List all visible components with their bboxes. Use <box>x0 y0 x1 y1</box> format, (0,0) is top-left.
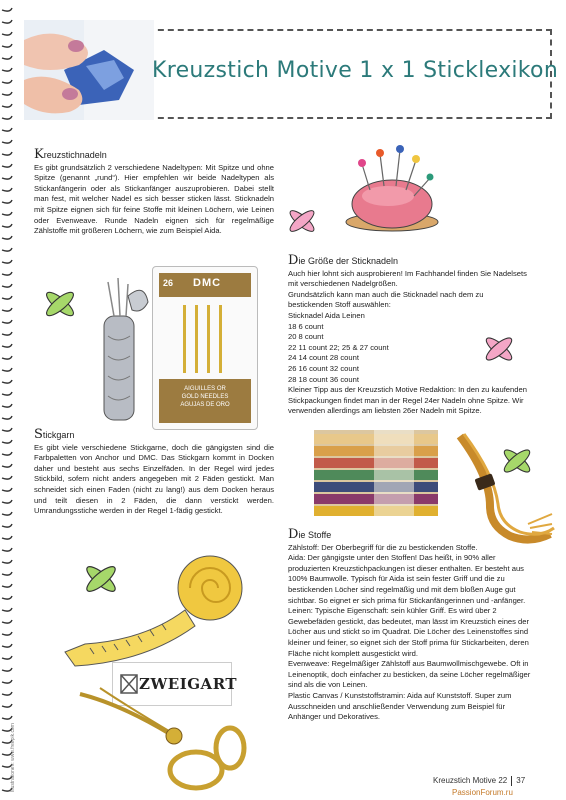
section-initial: D <box>288 253 299 268</box>
yarn-skein-illustration <box>448 428 556 544</box>
fabric-paragraph: Plastic Canvas / Kunststoffstramin: Aida auf Kunststoff. Super zum Ausschneiden und anschließender Verwendung zum Beispiel für Anhänger und Dekoratives. <box>288 690 512 722</box>
page-number: 37 <box>516 776 526 786</box>
section-stickgarn <box>34 427 274 517</box>
page-footer <box>433 776 525 786</box>
needle-size-row: 20 8 count <box>288 332 324 342</box>
section-intro-2: Grundsätzlich kann man auch die Sticknadel nach dem zu bestickenden Stoff auswählen: <box>288 289 484 310</box>
section-die-stoffe <box>288 527 536 723</box>
section-initial: K <box>34 147 44 162</box>
dmc-label: AIGUILLES OR GOLD NEEDLES AGUJAS DE ORO <box>159 379 251 423</box>
tape-measure-illustration <box>50 548 250 678</box>
dmc-needle-package <box>152 266 258 430</box>
page-title: Kreuzstich Motive 1 x 1 Sticklexikon <box>152 58 559 83</box>
section-groesse-sticknadeln <box>288 253 530 417</box>
section-heading: reuzstichnadeln <box>43 150 107 160</box>
green-cross-icon <box>40 286 80 322</box>
thread-skeins-photo <box>314 430 438 516</box>
needle-size-row: 26 16 count 32 count <box>288 363 359 373</box>
needle-size-row: 18 6 count <box>288 321 324 331</box>
fabric-paragraph: Leinen: Typische Eigenschaft: sein kühler Griff. Es wird über 2 Gewebefäden gestickt, das bedeutet, man lässt im Kreuzstich eines der Löcher aus und stickt so im Quadrat. Die Löcher des Leinenstoffes sind kleiner und feiner, so eignet sich der Stoff prima für Stickarbeiten, deren Fläche nicht komplett ausgestickt wird. <box>288 606 530 658</box>
section-heading: ie Größe der Sticknadeln <box>298 256 398 266</box>
dmc-size: 26 <box>163 278 174 288</box>
needle-size-row: Sticknadel Aida Leinen <box>288 310 365 320</box>
section-tip: Kleiner Tipp aus der Kreuzstich Motive Redaktion: In den zu kaufenden Stickpackungen findet man in der Regel 24er Nadeln ohne Spitze. Wir verwenden allerdings am liebsten 26er Nadeln mit Spitze. <box>288 385 527 416</box>
section-initial: S <box>34 427 43 442</box>
needle-case-illustration <box>88 276 150 426</box>
fabric-paragraph: Aida: Der gängigste unter den Stoffen! Das heißt, in 90% aller produzierten Kreuzstichpackungen ist dieser enthalten. Er besteht aus 100% Baumwolle. Typisch für Aida ist sein fester Griff und die zu bestickenden Löcher sind regelmäßig und mit dem bloßen Auge gut sichtbar. So eignet er sich prima für Stickanfängerinnen und -anfänger. <box>288 553 526 605</box>
needle-size-row: 28 18 count 36 count <box>288 374 359 384</box>
section-heading: ie Stoffe <box>298 530 332 540</box>
pin-cushion-illustration <box>338 142 446 234</box>
needle-size-row: 24 14 count 28 count <box>288 353 359 363</box>
watermark: PassionForum.ru <box>452 788 513 797</box>
section-initial: D <box>288 527 299 542</box>
fabric-paragraph: Evenweave: Regelmäßiger Zählstoff aus Baumwollmischgewebe. Oft in Leinenoptik, doch einfacher zu besticken, da seine Löcher regelmäßiger sind als die von Leinen. <box>288 659 531 690</box>
illustration-credit: Illustrationen: www.freepik.com <box>10 723 16 792</box>
section-kreuzstichnadeln <box>34 147 274 237</box>
footer-divider <box>511 776 512 786</box>
zweigart-text: ZWEIGART <box>139 675 238 693</box>
section-body: Es gibt grundsätzlich 2 verschiedene Nadeltypen: Mit Spitze und ohne Spitze (genannt „rund“). Hier empfehlen wir beide Nadeltypen als Stickanfängerin oder als Stickanfänger auszuprobieren. Dabei stellt man fest, mit welcher Nadel es sich besser sticken lässt. Sticknadeln mit Spitze eignen sich für feine Stoffe mit kleinen Löchern, wie Leinen oder Evenweave. Runde Nadeln eignen sich für regelmäßige Zählstoffe mit größeren Löchern, wie zum Beispiel Aida. <box>34 162 274 236</box>
fabric-paragraph: Zählstoff: Der Oberbegriff für die zu bestickenden Stoffe. <box>288 542 478 552</box>
spiral-binding <box>0 0 14 800</box>
magazine-name: Kreuzstich Motive 22 <box>433 776 508 786</box>
section-body: Es gibt viele verschiedene Stickgarne, doch die gängigsten sind die Farbpaletten von Anchor und DMC. Das Stickgarn kommt in Docken daher und besteht aus sechs Einzelfäden. In der Regel wird jedes Stickbild, sofern nicht anders angegeben mit 2 Fäden gestickt. Man schneidet sich einen Faden (nicht zu lang!) aus dem Docken heraus und teilt diesen in 2 Fäden, die dann verstickt werden. Umrandungsstiche werden in der Regel 1-fädig gestickt. <box>34 442 274 516</box>
pink-cross-icon <box>286 205 318 237</box>
section-heading: tickgarn <box>42 430 75 440</box>
dmc-brand: DMC <box>193 277 222 289</box>
header-photo-embroidery-hands <box>24 20 154 120</box>
section-intro: Auch hier lohnt sich ausprobieren! Im Fachhandel finden Sie Nadelsets mit verschiedenen Nadelgrößen. <box>288 268 527 289</box>
scissors-illustration <box>70 682 250 794</box>
needle-size-row: 22 11 count 22; 25 & 27 count <box>288 342 389 352</box>
